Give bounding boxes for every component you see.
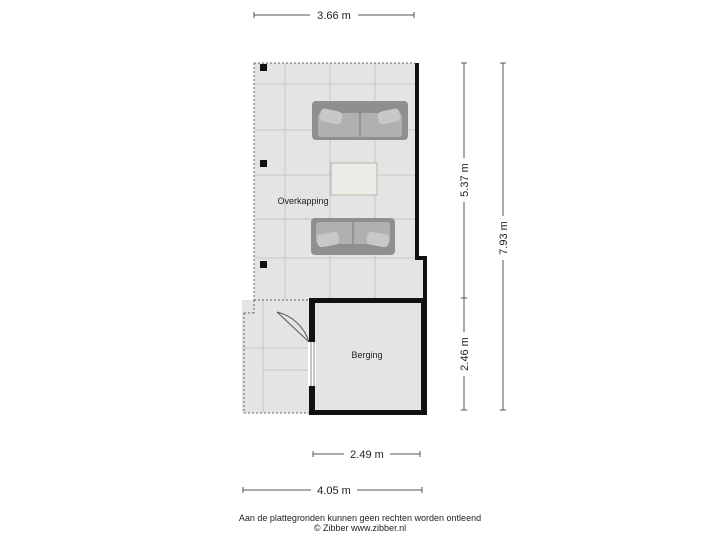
column <box>260 160 267 167</box>
copyright-text: © Zibber www.zibber.nl <box>313 523 407 533</box>
sofa-top <box>312 101 408 140</box>
dimension-label: 2.46 m <box>459 337 471 371</box>
room-label-overkapping: Overkapping <box>277 196 329 206</box>
dimension-right-total <box>495 63 511 410</box>
dimension-label: 4.05 m <box>317 485 351 497</box>
dimension-bottom-total <box>243 483 422 497</box>
disclaimer-text: Aan de plattegronden kunnen geen rechten worden ontleend <box>238 513 482 523</box>
room-label-berging: Berging <box>351 350 383 360</box>
dimension-bottom-inner <box>313 447 420 461</box>
dimension-label: 2.49 m <box>350 449 384 461</box>
dimension-right-inner <box>456 63 472 410</box>
sofa-bottom <box>311 218 395 255</box>
dimension-top <box>254 7 414 22</box>
column <box>260 64 267 71</box>
dimension-label: 7.93 m <box>498 221 510 255</box>
dimension-label: 5.37 m <box>459 163 471 197</box>
column <box>260 261 267 268</box>
dimension-label: 3.66 m <box>317 10 351 22</box>
coffee-table <box>331 163 377 195</box>
